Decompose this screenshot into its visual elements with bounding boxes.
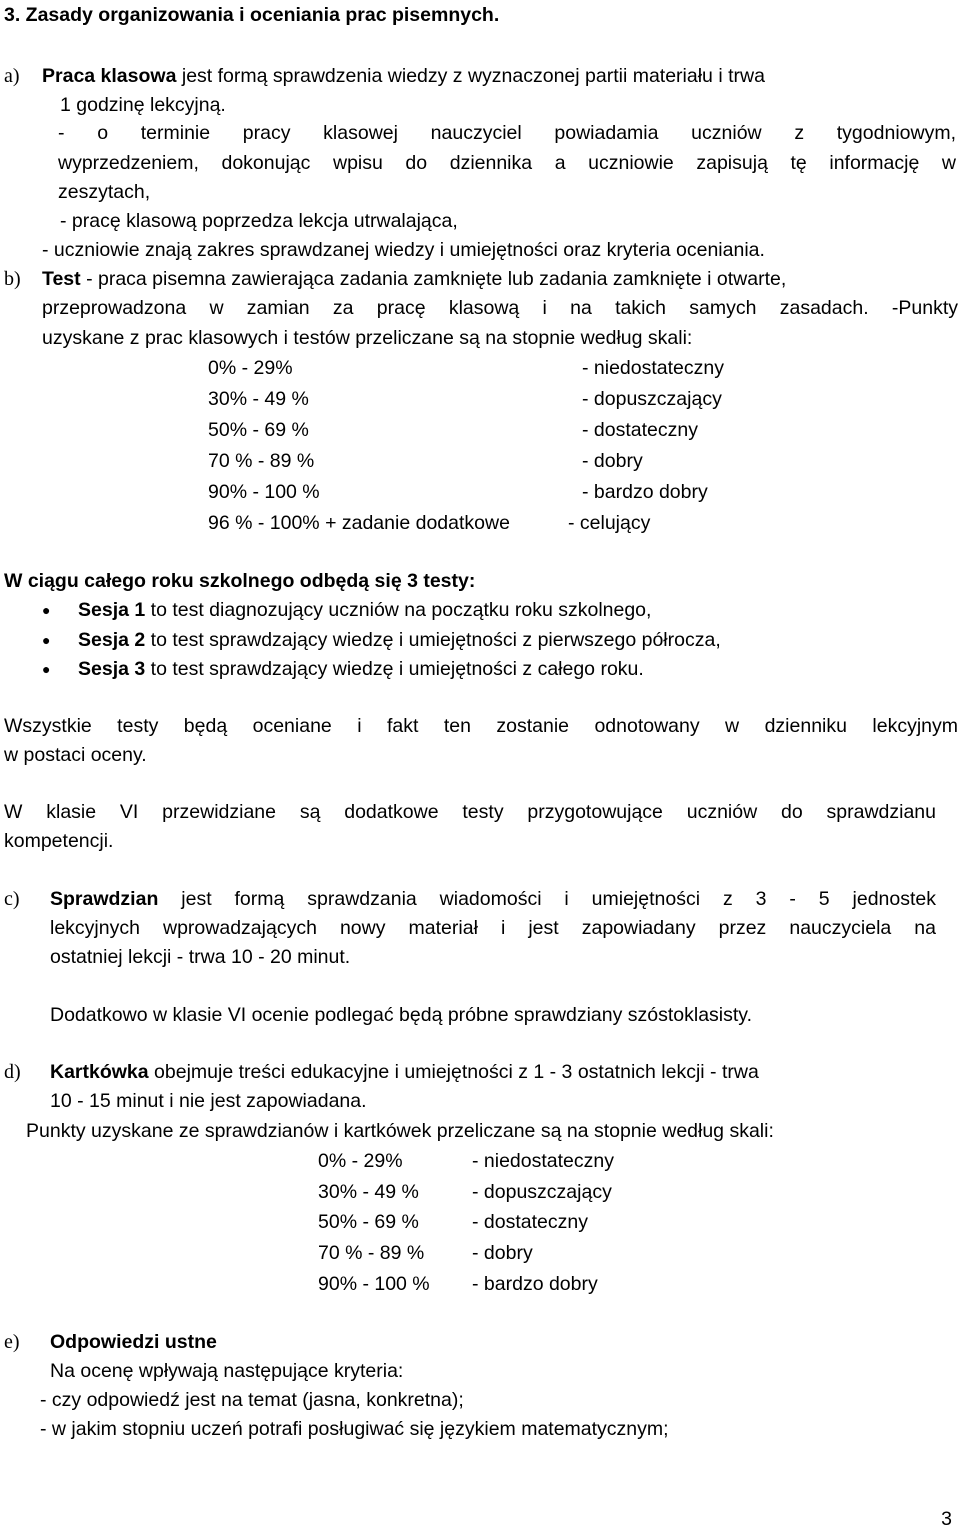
item-a-line1 xyxy=(42,64,765,88)
scale-d-grade-1: - dopuszczający xyxy=(472,1181,612,1203)
item-b-line2: przeprowadzona w zamian za pracę klasową i na takich samych zasadach. -Punkty xyxy=(42,297,958,319)
session-1-desc: to test diagnozujący uczniów na początku roku szkolnego, xyxy=(145,599,652,621)
scale-d-grade-2: - dostateczny xyxy=(472,1211,588,1233)
scale-d-grade-4: - bardzo dobry xyxy=(472,1273,598,1295)
item-e-term: Odpowiedzi ustne xyxy=(50,1331,217,1353)
scale-b-grade-4: - bardzo dobry xyxy=(582,481,708,503)
scale-d-range-4: 90% - 100 % xyxy=(318,1273,430,1295)
scale-d-range-0: 0% - 29% xyxy=(318,1150,403,1172)
item-d-points-line: Punkty uzyskane ze sprawdzianów i kartkówek przeliczane są na stopnie według skali: xyxy=(26,1120,774,1142)
item-c-line3: ostatniej lekcji - trwa 10 - 20 minut. xyxy=(50,946,351,968)
item-a-line7: - uczniowie znają zakres sprawdzanej wiedzy i umiejętności oraz kryteria oceniania. xyxy=(42,239,765,261)
session-3-desc: to test sprawdzający wiedzę i umiejętności z całego roku. xyxy=(145,658,644,680)
scale-b-grade-3: - dobry xyxy=(582,450,643,472)
item-c-extra: Dodatkowo w klasie VI ocenie podlegać będą próbne sprawdziany szóstoklasisty. xyxy=(50,1004,753,1026)
item-b-line1-rest: - praca pisemna zawierająca zadania zamknięte lub zadania zamknięte i otwarte, xyxy=(80,268,787,290)
item-a-marker: a) xyxy=(4,65,20,87)
item-e-criterion-1: - czy odpowiedź jest na temat (jasna, konkretna); xyxy=(40,1389,464,1411)
para1-line1: Wszystkie testy będą oceniane i fakt ten zostanie odnotowany w dzienniku lekcyjnym xyxy=(4,715,958,737)
scale-b-range-2: 50% - 69 % xyxy=(208,419,309,441)
session-3 xyxy=(78,657,644,681)
item-a-term: Praca klasowa xyxy=(42,65,177,87)
session-1 xyxy=(78,598,651,622)
item-b-marker: b) xyxy=(4,268,21,290)
session-2 xyxy=(78,628,721,652)
bullet-icon: ● xyxy=(42,632,51,648)
scale-d-range-1: 30% - 49 % xyxy=(318,1181,419,1203)
item-d-term: Kartkówka xyxy=(50,1061,149,1083)
item-a-line6: - pracę klasową poprzedza lekcja utrwalająca, xyxy=(60,210,458,232)
item-c-line1 xyxy=(50,887,936,911)
session-1-name: Sesja 1 xyxy=(78,599,146,621)
section-title: 3. Zasady organizowania i oceniania prac pisemnych. xyxy=(4,4,500,26)
para1-line2: w postaci oceny. xyxy=(4,744,147,766)
scale-b-range-0: 0% - 29% xyxy=(208,357,293,379)
item-c-line1-rest: jest formą sprawdzania wiadomości i umiejętności z 3 - 5 jednostek xyxy=(158,888,936,910)
page-number: 3 xyxy=(941,1508,952,1530)
scale-d-range-2: 50% - 69 % xyxy=(318,1211,419,1233)
scale-b-range-1: 30% - 49 % xyxy=(208,388,309,410)
item-d-line1-rest: obejmuje treści edukacyjne i umiejętności z 1 - 3 ostatnich lekcji - trwa xyxy=(148,1061,759,1083)
scale-b-grade-5: - celujący xyxy=(568,512,651,534)
item-a-line1-rest: jest formą sprawdzenia wiedzy z wyznaczonej partii materiału i trwa xyxy=(176,65,765,87)
scale-b-grade-0: - niedostateczny xyxy=(582,357,724,379)
session-3-name: Sesja 3 xyxy=(78,658,146,680)
session-2-desc: to test sprawdzający wiedzę i umiejętności z pierwszego półrocza, xyxy=(145,629,721,651)
item-e-line2: Na ocenę wpływają następujące kryteria: xyxy=(50,1360,404,1382)
scale-b-grade-1: - dopuszczający xyxy=(582,388,722,410)
item-a-line3: - o terminie pracy klasowej nauczyciel powiadamia uczniów z tygodniowym, xyxy=(58,122,956,144)
item-a-line2: 1 godzinę lekcyjną. xyxy=(60,94,226,116)
session-2-name: Sesja 2 xyxy=(78,629,146,651)
item-d-marker: d) xyxy=(4,1061,21,1083)
scale-b-range-4: 90% - 100 % xyxy=(208,481,320,503)
scale-d-range-3: 70 % - 89 % xyxy=(318,1242,425,1264)
item-b-term: Test xyxy=(42,268,81,290)
tests-heading: W ciągu całego roku szkolnego odbędą się 3 testy: xyxy=(4,570,476,592)
bullet-icon: ● xyxy=(42,602,51,618)
item-d-line2: 10 - 15 minut i nie jest zapowiadana. xyxy=(50,1090,367,1112)
item-a-line4: wyprzedzeniem, dokonując wpisu do dziennika a uczniowie zapisują tę informację w xyxy=(58,152,956,174)
scale-b-range-3: 70 % - 89 % xyxy=(208,450,315,472)
item-b-line1 xyxy=(42,267,786,291)
item-c-line2: lekcyjnych wprowadzających nowy materiał i jest zapowiadany przez nauczyciela na xyxy=(50,917,936,939)
item-e-criterion-2: - w jakim stopniu uczeń potrafi posługiwać się językiem matematycznym; xyxy=(40,1418,669,1440)
para2-line1: W klasie VI przewidziane są dodatkowe testy przygotowujące uczniów do sprawdzianu xyxy=(4,801,936,823)
item-e-marker: e) xyxy=(4,1331,20,1353)
bullet-icon: ● xyxy=(42,661,51,677)
para2-line2: kompetencji. xyxy=(4,830,114,852)
scale-b-grade-2: - dostateczny xyxy=(582,419,698,441)
scale-d-grade-3: - dobry xyxy=(472,1242,533,1264)
scale-d-grade-0: - niedostateczny xyxy=(472,1150,614,1172)
item-c-marker: c) xyxy=(4,888,20,910)
item-a-line5: zeszytach, xyxy=(58,181,151,203)
item-b-line3: uzyskane z prac klasowych i testów przeliczane są na stopnie według skali: xyxy=(42,327,693,349)
item-d-line1 xyxy=(50,1060,759,1084)
scale-b-range-5: 96 % - 100% + zadanie dodatkowe xyxy=(208,512,510,534)
item-c-term: Sprawdzian xyxy=(50,888,159,910)
